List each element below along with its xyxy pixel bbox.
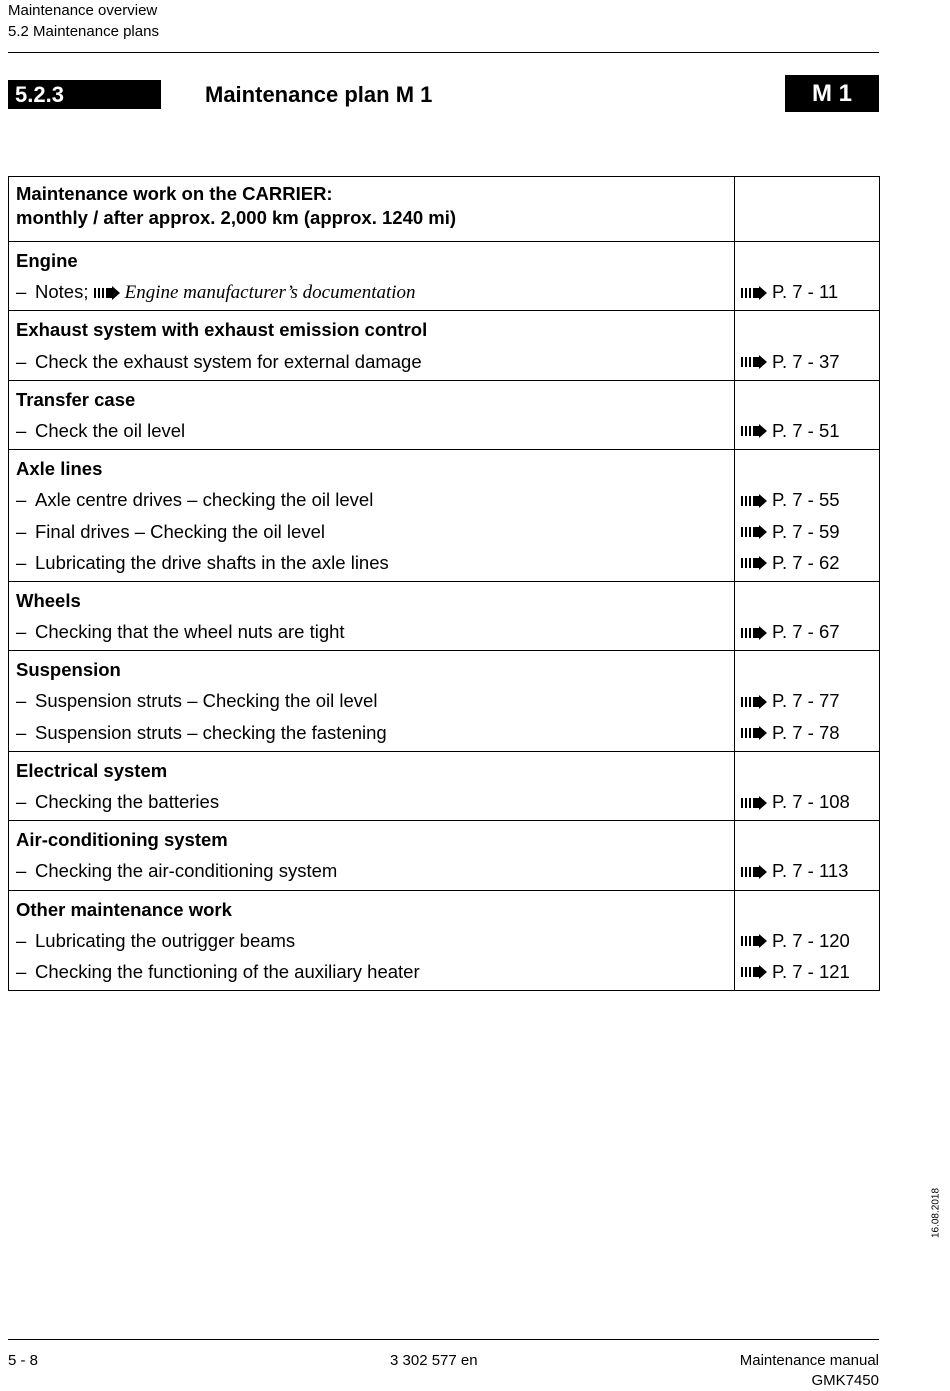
task-dash: – bbox=[16, 520, 27, 542]
group-title: Exhaust system with exhaust emission control bbox=[16, 319, 428, 341]
group-title: Other maintenance work bbox=[16, 898, 232, 920]
group-ref-cell bbox=[735, 751, 880, 820]
table-group-row bbox=[9, 450, 880, 582]
group-task-content bbox=[9, 450, 734, 581]
task-dash: – bbox=[16, 621, 27, 643]
page-reference bbox=[741, 346, 872, 377]
task-dash: – bbox=[16, 791, 27, 812]
page-reference-text: P. 7 - 78 bbox=[772, 721, 840, 743]
task-dash: – bbox=[16, 419, 27, 441]
group-ref-content bbox=[735, 821, 879, 889]
task-item bbox=[16, 415, 727, 446]
task-text: Checking that the wheel nuts are tight bbox=[35, 621, 345, 643]
group-ref-content bbox=[735, 311, 879, 379]
table-heading-line2: monthly / after approx. 2,000 km (approx. 1240 mi) bbox=[16, 207, 457, 228]
reference-arrow-icon bbox=[741, 278, 767, 309]
page-reference-text: P. 7 - 108 bbox=[772, 791, 850, 812]
table-group-row bbox=[9, 751, 880, 820]
group-ref-cell bbox=[735, 821, 880, 890]
task-item bbox=[16, 925, 727, 956]
task-dash: – bbox=[16, 721, 27, 743]
reference-arrow-icon bbox=[741, 486, 767, 517]
page-reference-text: P. 7 - 37 bbox=[772, 350, 840, 372]
group-task-content bbox=[9, 242, 734, 310]
table-group-row bbox=[9, 581, 880, 650]
reference-arrow-icon bbox=[741, 718, 767, 749]
task-text: Lubricating the outrigger beams bbox=[35, 929, 296, 951]
page-reference bbox=[741, 415, 872, 446]
page-reference bbox=[741, 484, 872, 515]
table-heading-row bbox=[9, 177, 880, 242]
table-heading-cell bbox=[9, 177, 735, 242]
footer-rule bbox=[8, 1339, 879, 1340]
group-ref-spacer bbox=[741, 894, 872, 925]
task-text: Checking the batteries bbox=[35, 791, 220, 812]
task-item bbox=[16, 484, 727, 515]
task-dash: – bbox=[16, 281, 27, 303]
task-item bbox=[16, 547, 727, 578]
page-reference bbox=[741, 547, 872, 578]
group-ref-content bbox=[735, 651, 879, 751]
group-ref-spacer bbox=[741, 384, 872, 415]
reference-arrow-icon bbox=[741, 788, 767, 819]
task-dash: – bbox=[16, 350, 27, 372]
group-ref-spacer bbox=[741, 585, 872, 616]
footer-manual-title: Maintenance manual bbox=[739, 1352, 879, 1369]
group-ref-cell bbox=[735, 311, 880, 380]
task-text: Suspension struts – checking the fastening bbox=[35, 721, 387, 743]
table-group-row bbox=[9, 651, 880, 752]
group-ref-content bbox=[735, 450, 879, 581]
group-title: Suspension bbox=[16, 659, 121, 681]
task-item bbox=[16, 685, 727, 716]
task-item bbox=[16, 786, 727, 817]
group-ref-content bbox=[735, 752, 879, 820]
task-item bbox=[16, 855, 727, 886]
print-date: 16.08.2018 bbox=[930, 1187, 942, 1239]
group-ref-cell bbox=[735, 651, 880, 752]
footer-model: GMK7450 bbox=[811, 1372, 879, 1389]
reference-arrow-icon bbox=[94, 278, 120, 309]
group-title: Axle lines bbox=[16, 458, 103, 480]
task-dash: – bbox=[16, 960, 27, 982]
task-text: Check the oil level bbox=[35, 419, 186, 441]
page-reference bbox=[741, 956, 872, 987]
reference-arrow-icon bbox=[741, 857, 767, 888]
section-number: 5.2.3 bbox=[8, 80, 161, 109]
group-title: Wheels bbox=[16, 589, 81, 611]
group-task-cell bbox=[9, 242, 735, 311]
group-ref-cell bbox=[735, 890, 880, 991]
table-group-row bbox=[9, 890, 880, 991]
reference-arrow-icon bbox=[741, 618, 767, 649]
header-chapter: Maintenance overview bbox=[8, 2, 158, 19]
task-item bbox=[16, 717, 727, 748]
task-item bbox=[16, 516, 727, 547]
task-item bbox=[16, 346, 727, 377]
group-ref-content bbox=[735, 381, 879, 449]
page-title: Maintenance plan M 1 bbox=[205, 82, 433, 107]
task-dash: – bbox=[16, 860, 27, 882]
task-text: Lubricating the drive shafts in the axle lines bbox=[35, 551, 389, 573]
group-task-cell bbox=[9, 450, 735, 582]
page-reference-text: P. 7 - 59 bbox=[772, 520, 840, 542]
reference-arrow-icon bbox=[741, 926, 767, 957]
group-task-content bbox=[9, 752, 734, 820]
group-ref-spacer bbox=[741, 654, 872, 685]
page-reference-text: P. 7 - 120 bbox=[772, 929, 850, 951]
reference-arrow-icon bbox=[741, 687, 767, 718]
table-group-row bbox=[9, 242, 880, 311]
group-ref-content bbox=[735, 891, 879, 991]
group-ref-cell bbox=[735, 581, 880, 650]
group-ref-content bbox=[735, 582, 879, 650]
table-heading-line1: Maintenance work on the CARRIER: bbox=[16, 183, 333, 204]
group-ref-content bbox=[735, 242, 879, 310]
group-title: Air-conditioning system bbox=[16, 829, 228, 851]
task-item bbox=[16, 956, 727, 987]
page-reference-text: P. 7 - 62 bbox=[772, 551, 840, 573]
page-reference bbox=[741, 925, 872, 956]
page-reference-text: P. 7 - 121 bbox=[772, 960, 850, 982]
page-reference bbox=[741, 685, 872, 716]
group-task-content bbox=[9, 821, 734, 889]
page-reference bbox=[741, 516, 872, 547]
page-reference bbox=[741, 786, 872, 817]
task-text: Notes; bbox=[35, 281, 89, 303]
task-text: Axle centre drives – checking the oil level bbox=[35, 489, 374, 511]
page-reference bbox=[741, 855, 872, 886]
task-text: Checking the air-conditioning system bbox=[35, 860, 338, 882]
page-reference-text: P. 7 - 67 bbox=[772, 621, 840, 643]
group-task-content bbox=[9, 381, 734, 449]
task-dash: – bbox=[16, 929, 27, 951]
table-heading-ref-cell bbox=[735, 177, 880, 242]
task-reference-document: Engine manufacturer’s documentation bbox=[124, 282, 416, 304]
task-text: Checking the functioning of the auxiliary heater bbox=[35, 960, 420, 982]
footer-doc-number: 3 302 577 en bbox=[390, 1352, 478, 1369]
maintenance-table bbox=[8, 176, 880, 991]
header-rule bbox=[8, 52, 879, 53]
task-dash: – bbox=[16, 690, 27, 712]
group-task-cell bbox=[9, 821, 735, 890]
task-item bbox=[16, 276, 727, 307]
group-ref-spacer bbox=[741, 755, 872, 786]
group-ref-cell bbox=[735, 242, 880, 311]
group-title: Electrical system bbox=[16, 759, 168, 781]
header-subchapter: 5.2 Maintenance plans bbox=[8, 23, 159, 40]
task-text: Final drives – Checking the oil level bbox=[35, 520, 325, 542]
page-reference bbox=[741, 276, 872, 307]
group-ref-spacer bbox=[741, 314, 872, 345]
page-reference-text: P. 7 - 51 bbox=[772, 419, 840, 441]
group-task-cell bbox=[9, 581, 735, 650]
page-reference-text: P. 7 - 11 bbox=[772, 281, 839, 303]
page-reference bbox=[741, 717, 872, 748]
task-text: Suspension struts – Checking the oil level bbox=[35, 690, 378, 712]
reference-arrow-icon bbox=[741, 517, 767, 548]
group-task-cell bbox=[9, 380, 735, 449]
reference-arrow-icon bbox=[741, 548, 767, 579]
page-reference-text: P. 7 - 113 bbox=[772, 860, 849, 882]
page-reference-text: P. 7 - 55 bbox=[772, 489, 840, 511]
group-ref-cell bbox=[735, 450, 880, 582]
reference-arrow-icon bbox=[741, 347, 767, 378]
page-reference-text: P. 7 - 77 bbox=[772, 690, 840, 712]
group-task-content bbox=[9, 891, 734, 991]
table-group-row bbox=[9, 821, 880, 890]
group-ref-cell bbox=[735, 380, 880, 449]
table-group-row bbox=[9, 311, 880, 380]
group-task-content bbox=[9, 582, 734, 650]
reference-arrow-icon bbox=[741, 957, 767, 988]
group-task-content bbox=[9, 651, 734, 751]
group-task-content bbox=[9, 311, 734, 379]
group-ref-spacer bbox=[741, 453, 872, 484]
group-ref-spacer bbox=[741, 245, 872, 276]
task-dash: – bbox=[16, 489, 27, 511]
footer-page-number: 5 - 8 bbox=[8, 1352, 39, 1369]
group-task-cell bbox=[9, 751, 735, 820]
table-group-row bbox=[9, 380, 880, 449]
group-task-cell bbox=[9, 890, 735, 991]
task-dash: – bbox=[16, 551, 27, 573]
group-ref-spacer bbox=[741, 824, 872, 855]
group-task-cell bbox=[9, 311, 735, 380]
group-task-cell bbox=[9, 651, 735, 752]
task-item bbox=[16, 616, 727, 647]
task-text: Check the exhaust system for external damage bbox=[35, 350, 422, 372]
reference-arrow-icon bbox=[741, 416, 767, 447]
group-title: Engine bbox=[16, 250, 78, 271]
plan-badge: M 1 bbox=[785, 75, 879, 112]
group-title: Transfer case bbox=[16, 388, 136, 410]
page-reference bbox=[741, 616, 872, 647]
